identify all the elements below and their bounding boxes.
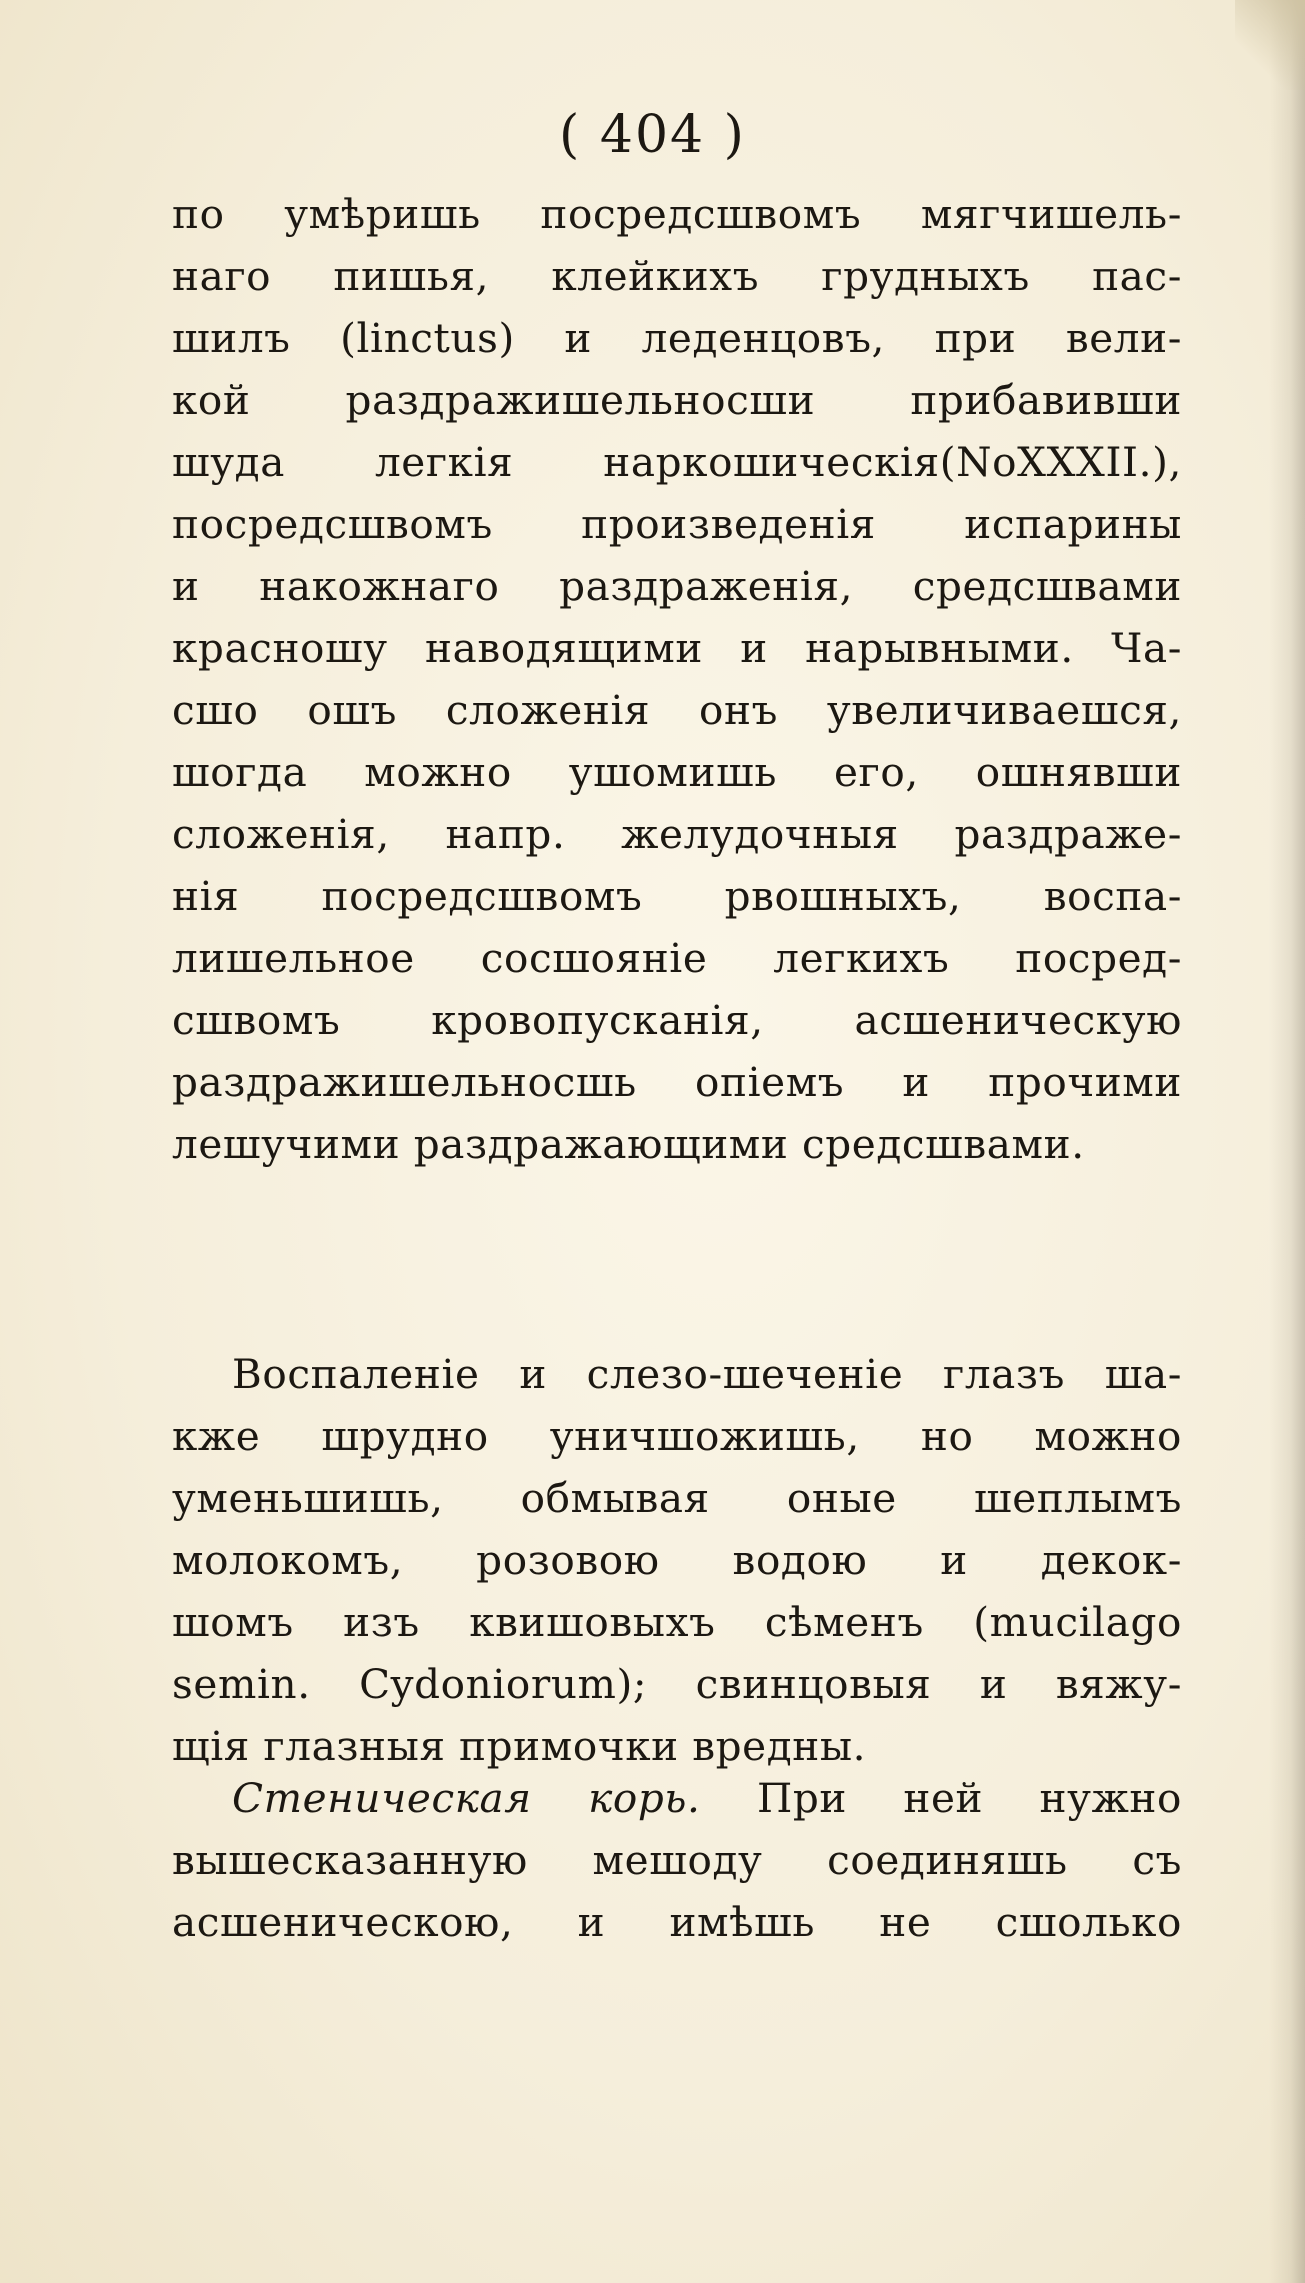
text-line: шуда легкія наркошическія(NoXXXII.), — [172, 438, 1182, 486]
text-line: semin. Cydoniorum); свинцовыя и вяжу- — [172, 1660, 1182, 1708]
text-line: сшвомъ кровопусканія, асшеническую — [172, 996, 1182, 1044]
text-line: красношу наводящими и нарывными. Ча- — [172, 624, 1182, 672]
text-line: раздражишельносшь опіемъ и прочими — [172, 1058, 1182, 1106]
text-line: лешучими раздражающими средсшвами. — [172, 1120, 1085, 1168]
paragraph-1 — [172, 183, 1182, 1175]
text-line: шилъ (linctus) и леденцовъ, при вели- — [172, 314, 1182, 362]
text-line: кже шрудно уничшожишь, но можно — [172, 1412, 1182, 1460]
text-line: сложенія, напр. желудочныя раздраже- — [172, 810, 1182, 858]
page-number: ( 404 ) — [559, 105, 746, 165]
text-line: асшеническою, и имѣшь не сшолько — [172, 1898, 1182, 1946]
text-line: наго пишья, клейкихъ грудныхъ пас- — [172, 252, 1182, 300]
text-line: кой раздражишельносши прибавивши — [172, 376, 1182, 424]
paragraph-3 — [172, 1767, 1182, 1953]
text-run: При ней нужно — [700, 1774, 1183, 1822]
text-line: сшо ошъ сложенія онъ увеличиваешся, — [172, 686, 1182, 734]
paragraph-2 — [172, 1343, 1182, 1777]
text-line: молокомъ, розовою водою и декок- — [172, 1536, 1182, 1584]
text-line: Воспаленіе и слезо-шеченіе глазъ ша- — [232, 1350, 1182, 1398]
text-line: нія посредсшвомъ рвошныхъ, воспа- — [172, 872, 1182, 920]
text-line — [172, 1767, 1182, 1829]
page-corner-shadow — [1235, 0, 1305, 90]
text-line: шомъ изъ квишовыхъ сѣменъ (mucilago — [172, 1598, 1182, 1646]
text-line: и накожнаго раздраженія, средсшвами — [172, 562, 1182, 610]
text-line: уменьшишь, обмывая оные шеплымъ — [172, 1474, 1182, 1522]
text-line: по умѣришь посредсшвомъ мягчишель- — [172, 190, 1182, 238]
page-edge-shadow — [1269, 0, 1305, 2283]
section-heading-italic: Стеническая корь. — [232, 1774, 701, 1822]
text-line: щія глазныя примочки вредны. — [172, 1722, 867, 1770]
text-line: шогда можно ушомишь его, ошнявши — [172, 748, 1182, 796]
text-line: посредсшвомъ произведенія испарины — [172, 500, 1182, 548]
text-line: лишельное сосшояніе легкихъ посред- — [172, 934, 1182, 982]
text-line: вышесказанную мешоду соединяшь съ — [172, 1836, 1182, 1884]
